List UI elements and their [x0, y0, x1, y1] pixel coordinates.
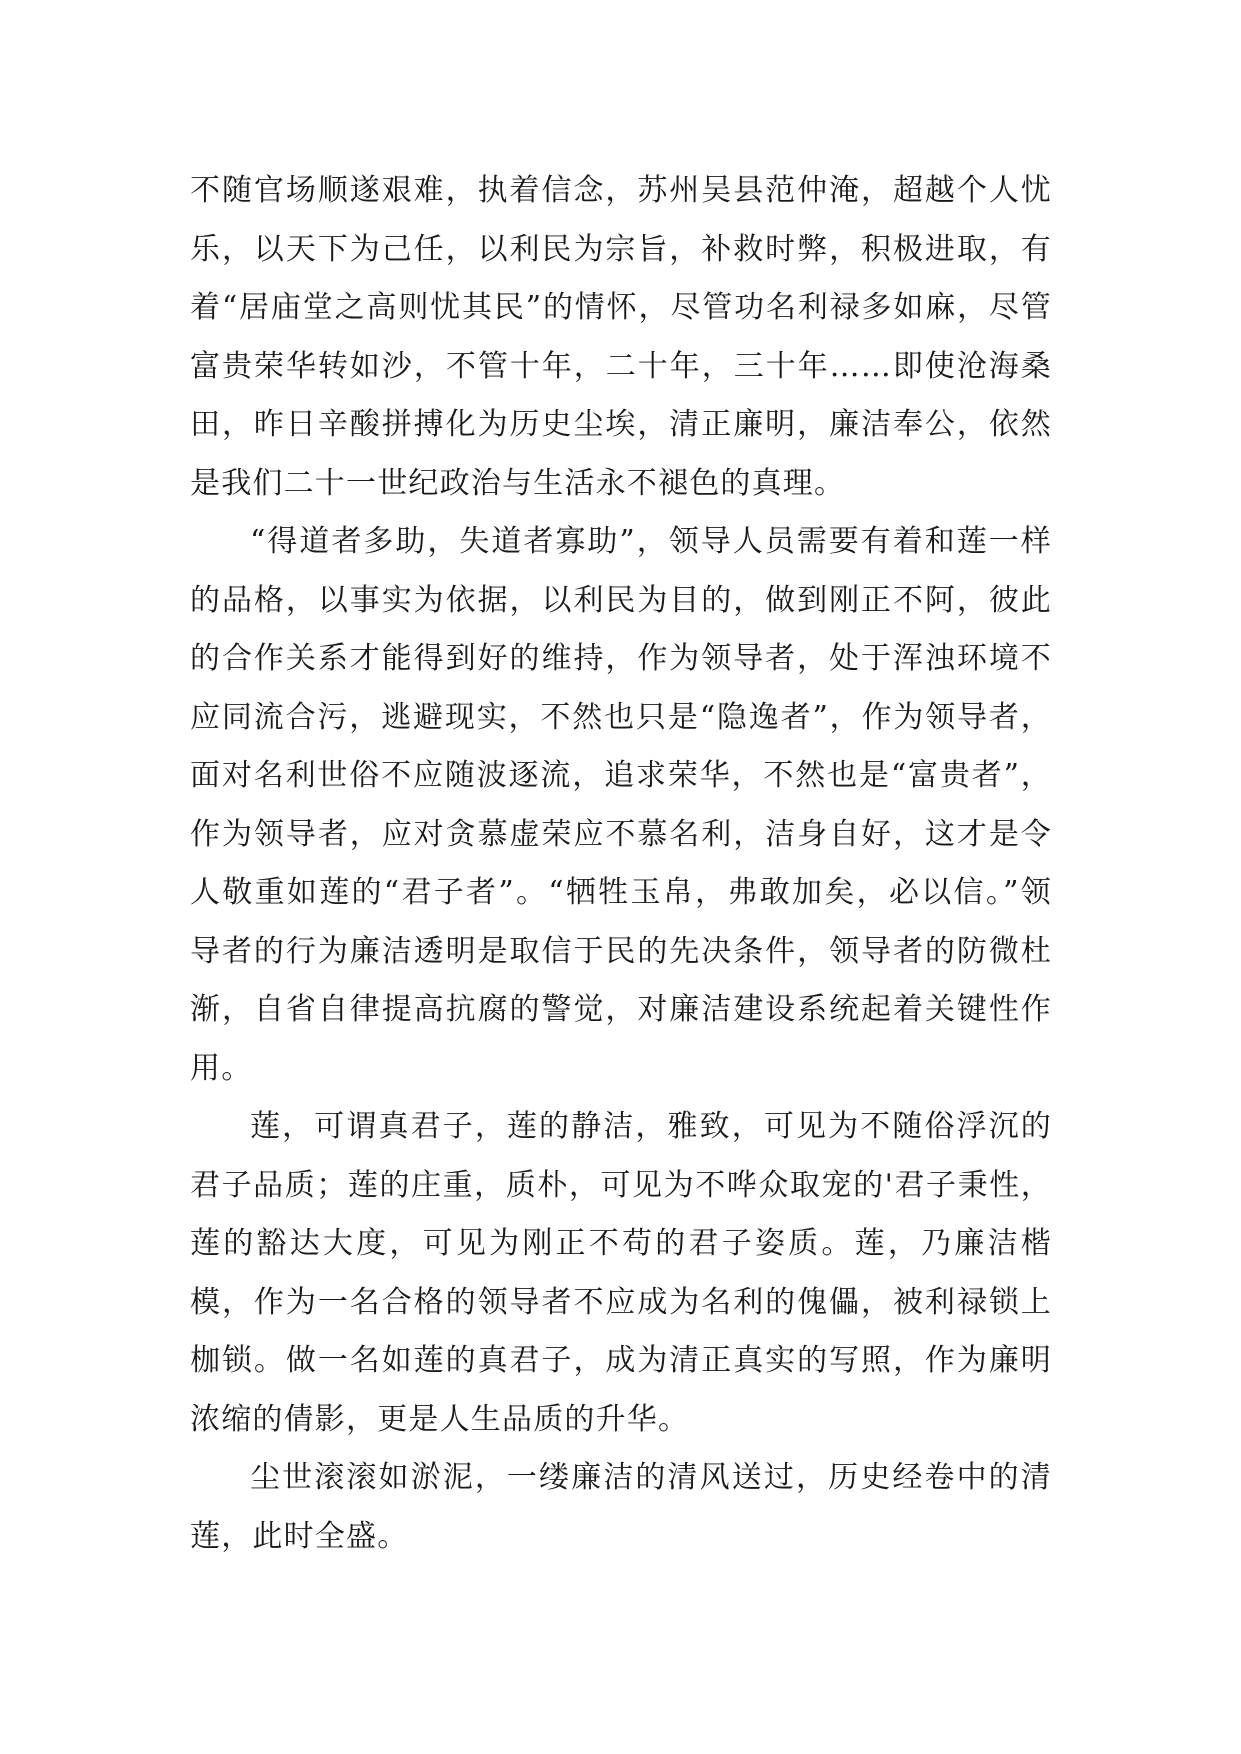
paragraph-4: 尘世滚滚如淤泥，一缕廉洁的清风送过，历史经卷中的清莲，此时全盛。: [190, 1460, 1052, 1554]
body-text: [190, 162, 1052, 1566]
paragraph-1: 不随官场顺遂艰难，执着信念，苏州吴县范仲淹，超越个人忧乐，以天下为己任，以利民为宗旨，补救时弊，积极进取，有着“居庙堂之高则忧其民”的情怀，尽管功名利禄多如麻，尽管富贵荣华转如沙，不管十年，二十年，三十年……即使沧海桑田，昨日辛酸拼搏化为历史尘埃，清正廉明，廉洁奉公，依然是我们二十一世纪政治与生活永不褪色的真理。: [190, 173, 1052, 501]
paragraph-3: 莲，可谓真君子，莲的静洁，雅致，可见为不随俗浮沉的君子品质；莲的庄重，质朴，可见为不哗众取宠的'君子秉性，莲的豁达大度，可见为刚正不苟的君子姿质。莲，乃廉洁楷模，作为一名合格的领导者不应成为名利的傀儡，被利禄锁上枷锁。做一名如莲的真君子，成为清正真实的写照，作为廉明浓缩的倩影，更是人生品质的升华。: [190, 1109, 1052, 1437]
paragraph-2: “得道者多助，失道者寡助”，领导人员需要有着和莲一样的品格，以事实为依据，以利民为目的，做到刚正不阿，彼此的合作关系才能得到好的维持，作为领导者，处于浑浊环境不应同流合污，逃避现实，不然也只是“隐逸者”，作为领导者，面对名利世俗不应随波逐流，追求荣华，不然也是“富贵者”，作为领导者，应对贪慕虚荣应不慕名利，洁身自好，这才是令人敬重如莲的“君子者”。“牺牲玉帛，弗敢加矣，必以信。”领导者的行为廉洁透明是取信于民的先决条件，领导者的防微杜渐，自省自律提高抗腐的警觉，对廉洁建设系统起着关键性作用。: [190, 524, 1052, 1086]
